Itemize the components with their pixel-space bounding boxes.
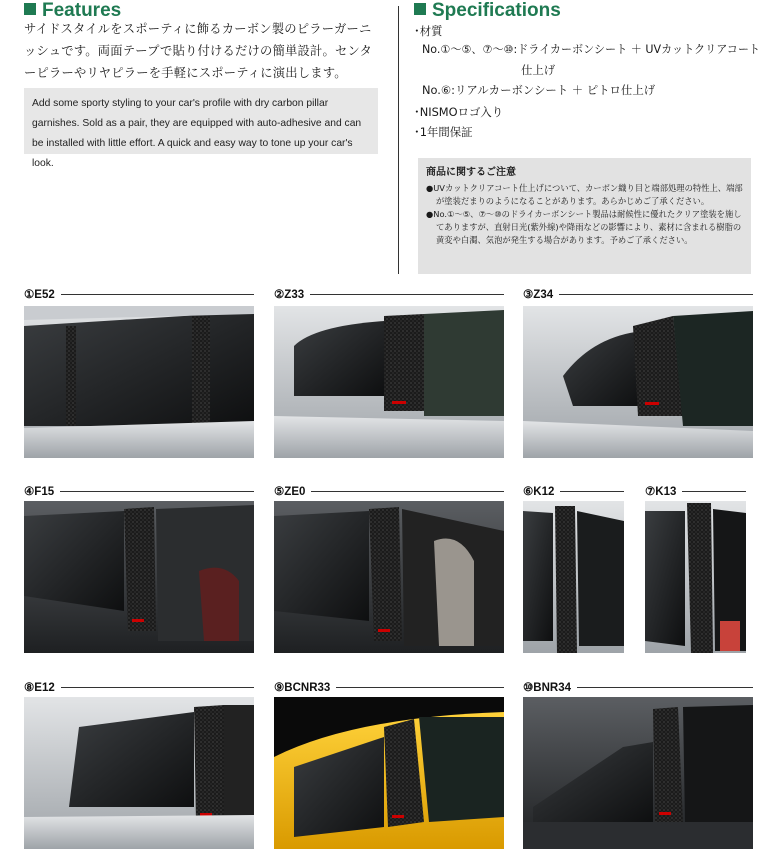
heading-square-icon [414, 3, 426, 15]
product-label-k13 [645, 484, 746, 498]
product-label-text: ①E52 [24, 289, 55, 301]
spec-dry-carbon-finish: 仕上げ [521, 63, 556, 77]
product-label-text: ⑧E12 [24, 682, 55, 694]
features-jp-text: サイドスタイルをスポーティに飾るカーボン製のピラーガーニッシュです。両面テープで貼り付けるだけの簡単設計。センターピラーやリヤピラーを手軽にスポーティに演出します。 [24, 22, 372, 80]
product-photo-bcnr33 [274, 697, 504, 849]
product-label-bcnr33 [274, 680, 504, 694]
product-label-bnr34 [523, 680, 753, 694]
product-label-z34 [523, 287, 753, 301]
product-photo-e12 [24, 697, 254, 849]
product-photo-bnr34 [523, 697, 753, 849]
spec-warranty: ･1年間保証 [414, 125, 473, 139]
product-label-ze0 [274, 484, 504, 498]
spec-material: ･材質 [414, 24, 443, 38]
product-photo-ze0 [274, 501, 504, 653]
notice-item: ●No.①～⑤、⑦～⑩のドライカーボンシート製品は耐候性に優れたクリア塗装を施してありますが、直射日光(紫外線)や降雨などの影響により、素材に含まれる樹脂の黄変や白濁、気泡が発生する場合があります。予めご了承ください。 [426, 209, 742, 245]
product-label-text: ④F15 [24, 486, 55, 498]
product-label-f15 [24, 484, 254, 498]
product-label-text: ②Z33 [274, 289, 305, 301]
product-notice-box [418, 158, 751, 274]
product-label-k12 [523, 484, 624, 498]
product-photo-k12 [523, 501, 624, 653]
spec-nismo-logo: ･NISMOロゴ入り [414, 105, 504, 119]
product-label-text: ⑥K12 [523, 486, 555, 498]
product-photo-z33 [274, 306, 504, 458]
product-label-text: ③Z34 [523, 289, 554, 301]
product-label-text: ⑤ZE0 [274, 486, 306, 498]
notice-item: ●UVカットクリアコート仕上げについて、カーボン織り目と端部処理の特性上、端部が塗装だまりのようになることがあります。あらかじめご了承ください。 [426, 183, 743, 206]
spec-dry-carbon: No.①～⑤、⑦～⑩:ドライカーボンシート ＋ UVカットクリアコート [422, 43, 761, 56]
product-label-z33 [274, 287, 504, 301]
product-label-e12 [24, 680, 254, 694]
spec-real-carbon: No.⑥:リアルカーボンシート ＋ ピトロ仕上げ [422, 83, 656, 97]
notice-title: 商品に関するご注意 [426, 167, 516, 178]
product-photo-z34 [523, 306, 753, 458]
specifications-heading [414, 0, 561, 22]
product-label-text: ⑩BNR34 [523, 682, 572, 694]
product-photo-k13 [645, 501, 746, 653]
product-photo-e52 [24, 306, 254, 458]
features-en-text: Add some sporty styling to your car's profile with dry carbon pillar garnishes. Sold as a pair, they are equipped with auto-adhesive and can be installed with little effort. A quick and easy way to tone up your car's look. [24, 88, 378, 154]
specifications-heading-text: Specifications [432, 0, 561, 21]
product-label-text: ⑦K13 [645, 486, 677, 498]
product-label-text: ⑨BCNR33 [274, 682, 331, 694]
product-photo-f15 [24, 501, 254, 653]
column-divider [398, 6, 399, 274]
product-label-e52 [24, 287, 254, 301]
features-heading-text: Features [42, 0, 122, 21]
heading-square-icon [24, 3, 36, 15]
